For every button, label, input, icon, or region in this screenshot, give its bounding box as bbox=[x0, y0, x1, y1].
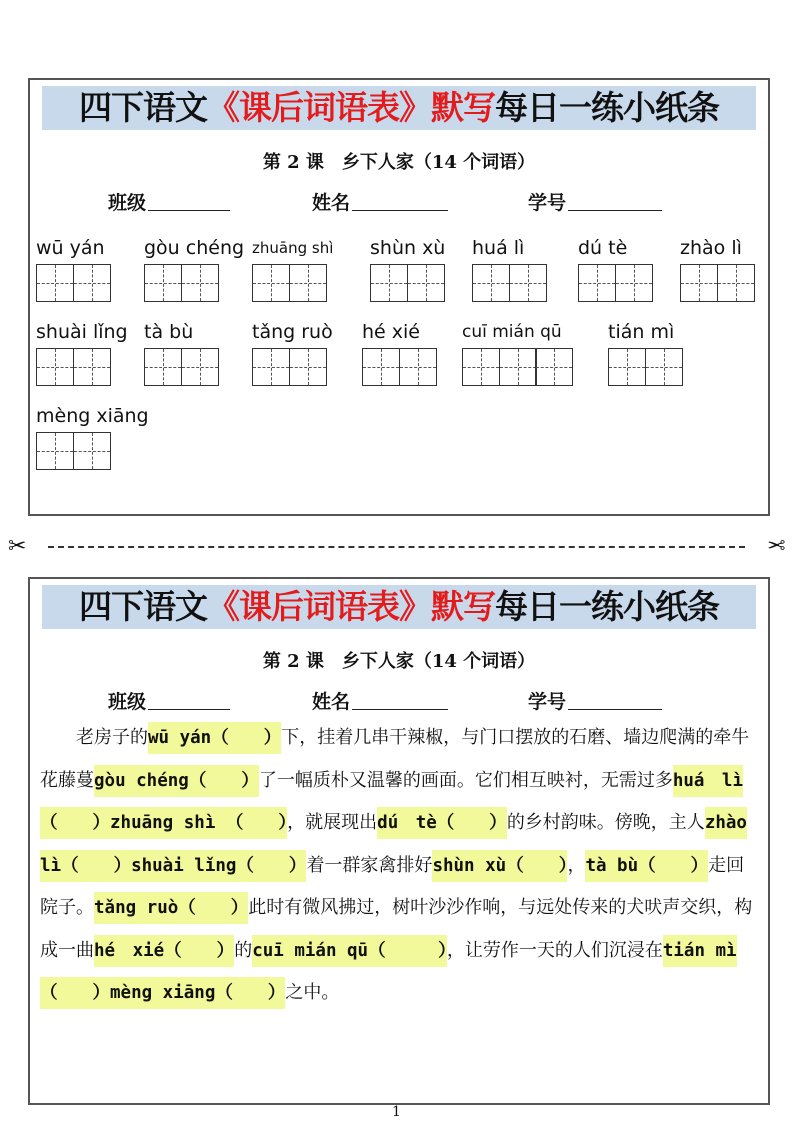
word-item: shùn xù bbox=[370, 236, 445, 302]
pinyin-blank[interactable]: shuài lǐng（ ） bbox=[131, 850, 306, 882]
lesson-heading: 第 2 课 乡下人家（14 个词语） bbox=[262, 152, 536, 173]
name-blank[interactable] bbox=[352, 192, 448, 211]
pinyin-blank[interactable]: huá lì（ ） bbox=[40, 765, 743, 840]
pinyin-blank[interactable]: mèng xiāng（ ） bbox=[110, 977, 285, 1009]
dictation-slip-passage bbox=[28, 577, 770, 1105]
word-item: dú tè bbox=[578, 236, 651, 302]
writing-boxes[interactable] bbox=[680, 264, 753, 302]
pinyin-blank[interactable]: tà bù（ ） bbox=[585, 850, 708, 882]
word-item: shuài lǐng bbox=[36, 320, 128, 386]
name-blank[interactable] bbox=[352, 691, 448, 710]
dictation-slip-blank bbox=[28, 78, 770, 516]
writing-boxes[interactable] bbox=[370, 264, 445, 302]
name-field: 姓名 bbox=[312, 188, 448, 215]
word-item: tà bù bbox=[144, 320, 217, 386]
class-field: 班级 bbox=[108, 687, 230, 714]
word-item: wū yán bbox=[36, 236, 109, 302]
number-blank[interactable] bbox=[568, 192, 662, 211]
word-item: zhuāng shì bbox=[252, 236, 333, 302]
dashed-divider bbox=[48, 546, 745, 548]
word-item: huá lì bbox=[472, 236, 545, 302]
slip-title: 四下语文《课后词语表》默写每日一练小纸条 bbox=[42, 86, 756, 130]
number-blank[interactable] bbox=[568, 691, 662, 710]
writing-boxes[interactable] bbox=[362, 348, 435, 386]
cut-line bbox=[8, 535, 785, 559]
word-item: gòu chéng bbox=[144, 236, 244, 302]
writing-boxes[interactable] bbox=[36, 348, 128, 386]
class-blank[interactable] bbox=[148, 691, 230, 710]
word-item: tián mì bbox=[608, 320, 681, 386]
word-item: cuī mián qū bbox=[462, 320, 572, 386]
slip-title: 四下语文《课后词语表》默写每日一练小纸条 bbox=[42, 585, 756, 629]
word-item: zhào lì bbox=[680, 236, 753, 302]
name-field: 姓名 bbox=[312, 687, 448, 714]
pinyin-blank[interactable]: tián mì（ ） bbox=[40, 935, 737, 1010]
pinyin-blank[interactable]: gòu chéng（ ） bbox=[94, 765, 259, 797]
pinyin-blank[interactable]: cuī mián qū（ ） bbox=[252, 935, 447, 967]
pinyin-blank[interactable]: wū yán（ ） bbox=[148, 722, 281, 754]
writing-boxes[interactable] bbox=[578, 264, 651, 302]
class-field: 班级 bbox=[108, 188, 230, 215]
page-number: 1 bbox=[392, 1104, 401, 1120]
writing-boxes[interactable] bbox=[36, 264, 109, 302]
lesson-heading: 第 2 课 乡下人家（14 个词语） bbox=[262, 651, 536, 672]
number-field: 学号 bbox=[528, 188, 662, 215]
word-item: tǎng ruò bbox=[252, 320, 333, 386]
scissors-icon: ✂ bbox=[766, 534, 785, 559]
writing-boxes[interactable] bbox=[462, 348, 572, 386]
class-blank[interactable] bbox=[148, 192, 230, 211]
writing-boxes[interactable] bbox=[252, 264, 333, 302]
number-field: 学号 bbox=[528, 687, 662, 714]
scissors-icon: ✂ bbox=[8, 534, 27, 559]
writing-boxes[interactable] bbox=[472, 264, 545, 302]
writing-boxes[interactable] bbox=[252, 348, 333, 386]
writing-boxes[interactable] bbox=[144, 264, 244, 302]
pinyin-blank[interactable]: zhuāng shì （ ） bbox=[110, 807, 287, 839]
pinyin-blank[interactable]: dú tè（ ） bbox=[377, 807, 507, 839]
word-item: mèng xiāng bbox=[36, 404, 149, 470]
pinyin-blank[interactable]: tǎng ruò（ ） bbox=[94, 892, 248, 924]
writing-boxes[interactable] bbox=[36, 432, 149, 470]
pinyin-blank[interactable]: zhào lì（ ） bbox=[40, 807, 747, 882]
pinyin-blank[interactable]: shùn xù（ ） bbox=[432, 850, 567, 882]
pinyin-blank[interactable]: hé xié（ ） bbox=[94, 935, 234, 967]
passage-text: 老房子的wū yán（ ）下，挂着几串干辣椒，与门口摆放的石磨、墙边爬满的牵牛花藤蔓gòu chéng（ ）了一幅质朴又温馨的画面。它们相互映衬，无需过多huá lì（ ）zhuāng shì （ ），就展现出dú tè（ ）的乡村韵味。傍晚，主人zhào lì（ ）shuài lǐng（ ）着一群家禽排好shùn xù（ ），tà bù（ ）走回院子。tǎng ruò（ ）此时有微风拂过，树叶沙沙作响，与远处传来的犬吠声交织，构成一曲hé xié（ ）的cuī mián qū（ ），让劳作一天的人们沉浸在tián mì（ ）mèng xiāng（ ）之中。 bbox=[40, 717, 762, 1015]
word-item: hé xié bbox=[362, 320, 435, 386]
writing-boxes[interactable] bbox=[608, 348, 681, 386]
writing-boxes[interactable] bbox=[144, 348, 217, 386]
